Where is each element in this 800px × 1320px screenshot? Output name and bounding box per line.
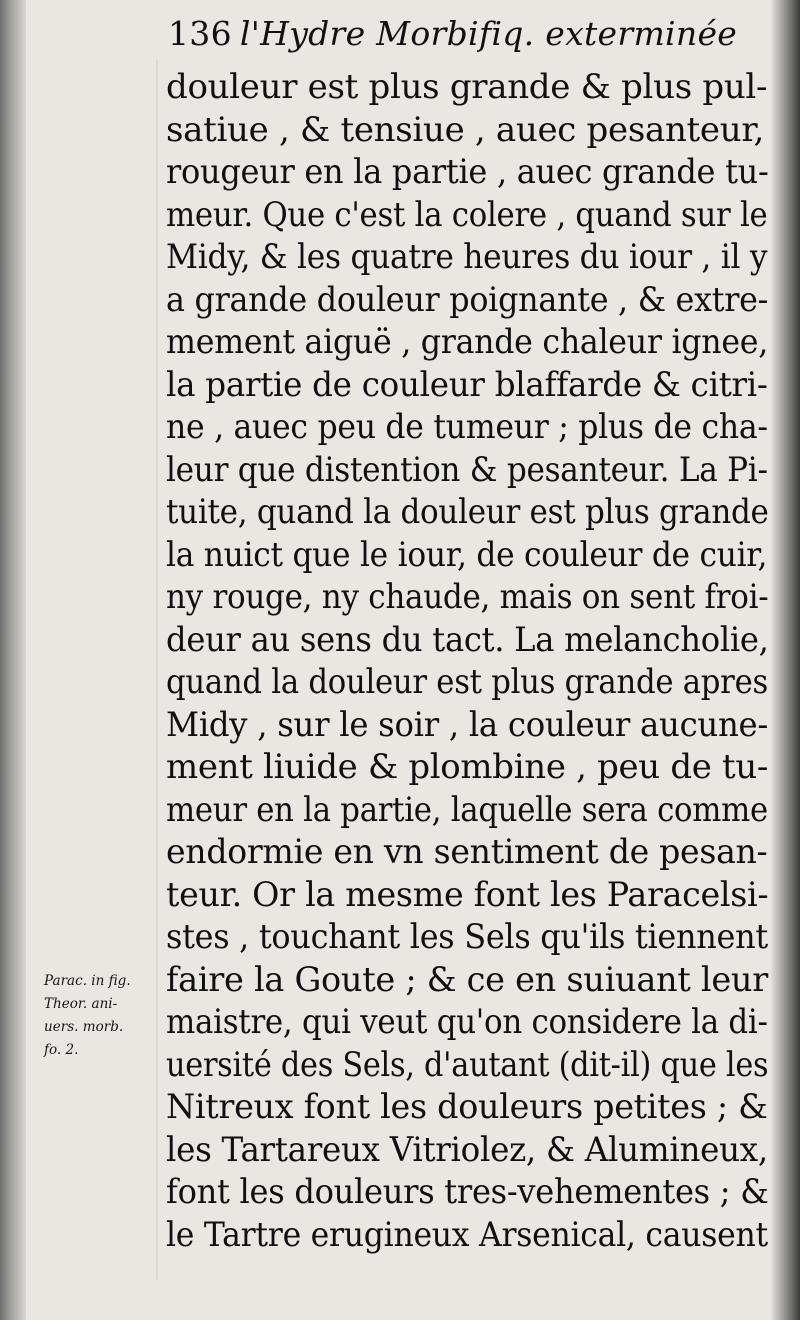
text-line: Midy, & les quatre heures du iour , il y	[166, 237, 768, 277]
margin-note-line: fo. 2.	[44, 1042, 79, 1058]
body-text-block	[166, 66, 769, 1256]
text-line: meur. Que c'est la colere , quand sur le	[166, 194, 768, 235]
text-line: les Tartareux Vitriolez, & Alumineux,	[166, 1129, 768, 1170]
text-line: Nitreux font les douleurs petites ; &	[166, 1087, 768, 1127]
margin-note-line: Theor. ani-	[44, 996, 118, 1012]
running-header	[168, 14, 737, 53]
margin-gutter	[156, 60, 158, 1280]
page-right-edge-shadow	[770, 0, 800, 1320]
text-line: teur. Or la mesme font les Paracelsi-	[166, 874, 769, 915]
text-line: ne , auec peu de tumeur ; plus de cha-	[166, 407, 768, 447]
text-line: a grande douleur poignante , & extre-	[166, 279, 769, 320]
text-line: deur au sens du tact. La melancholie,	[166, 619, 769, 660]
text-line: quand la douleur est plus grande apres	[166, 662, 768, 702]
margin-note-line: uers. morb.	[44, 1019, 124, 1035]
running-title: l'Hydre Morbifiq. exterminée	[239, 14, 738, 53]
text-line: ny rouge, ny chaude, mais on sent froi-	[166, 577, 769, 617]
text-line: douleur est plus grande & plus pul-	[166, 67, 768, 107]
text-line: stes , touchant les Sels qu'ils tiennent	[166, 917, 768, 957]
marginal-citation	[44, 970, 166, 1062]
text-line: la partie de couleur blaffarde & citri-	[166, 364, 768, 405]
text-line: endormie en vn sentiment de pesan-	[166, 832, 768, 872]
text-line: uersité des Sels, d'autant (dit-il) que les	[166, 1044, 769, 1085]
text-line: la nuict que le iour, de couleur de cuir,	[166, 534, 768, 575]
text-line: le Tartre erugineux Arsenical, causent	[166, 1214, 768, 1255]
text-line: tuite, quand la douleur est plus grande	[166, 492, 769, 532]
text-line: maistre, qui veut qu'on considere la di-	[166, 1002, 768, 1042]
text-line: faire la Goute ; & ce en suiuant leur	[166, 959, 768, 1000]
page-left-edge-shadow	[0, 0, 26, 1320]
page-number: 136	[168, 14, 232, 53]
text-line: ment liuide & plombine , peu de tu-	[166, 747, 769, 787]
text-line: mement aiguë , grande chaleur ignee,	[166, 322, 768, 362]
text-line: satiue , & tensiue , auec pesanteur,	[166, 109, 765, 150]
text-line: leur que distention & pesanteur. La Pi-	[166, 449, 768, 490]
text-line: font les douleurs tres-vehementes ; &	[166, 1172, 769, 1212]
margin-note-line: Parac. in fig.	[44, 973, 131, 989]
text-line: Midy , sur le soir , la couleur aucune-	[166, 704, 768, 745]
text-line: meur en la partie, laquelle sera comme	[166, 789, 768, 830]
text-line: rougeur en la partie , auec grande tu-	[166, 152, 769, 192]
